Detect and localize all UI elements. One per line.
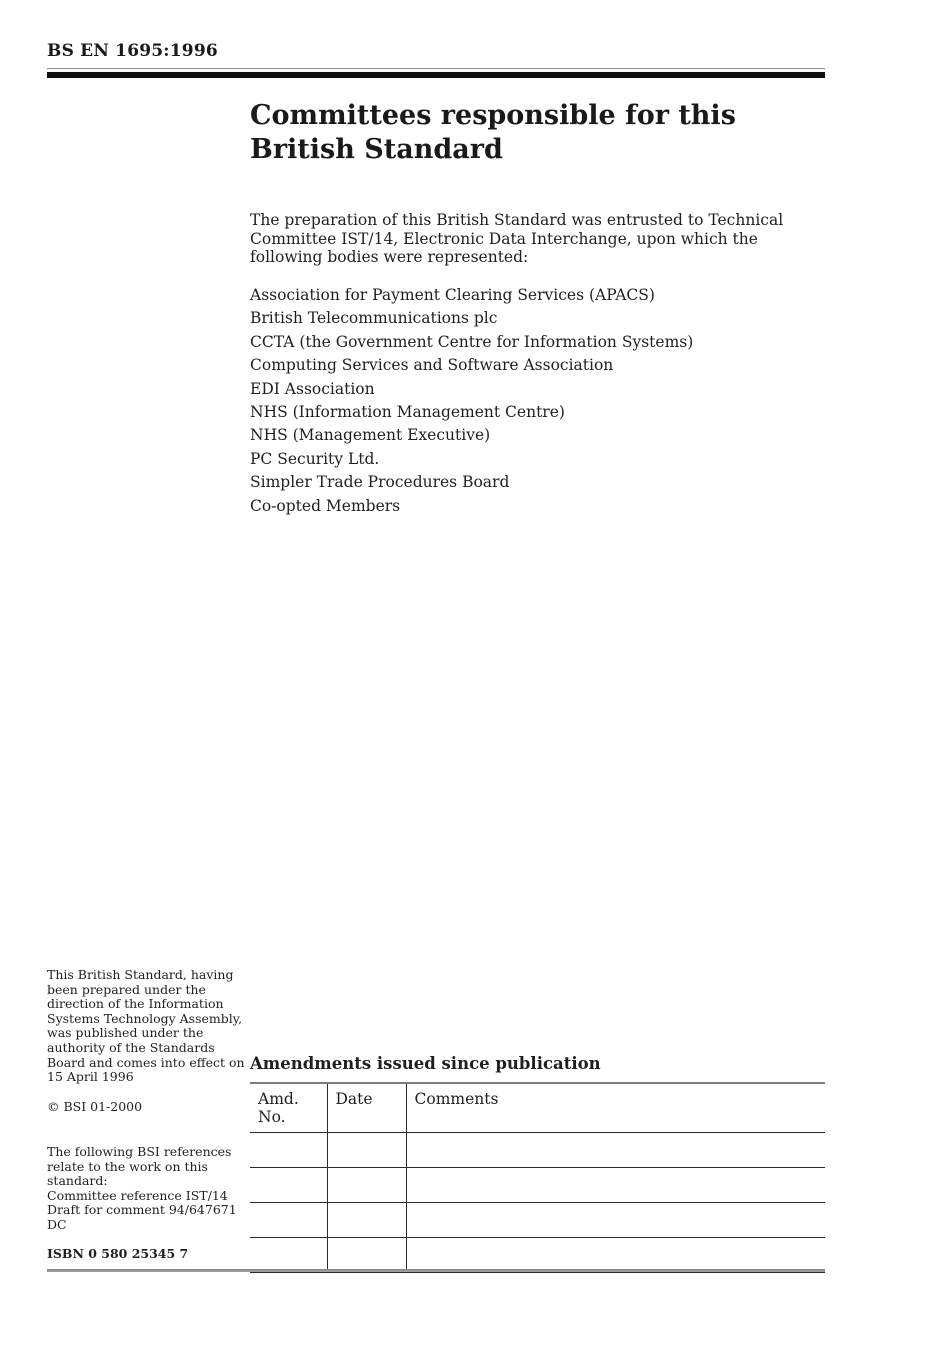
table-cell <box>327 1168 406 1203</box>
table-cell <box>406 1168 825 1203</box>
column-header: Amd. No. <box>250 1083 327 1133</box>
publication-note-line: direction of the Information <box>47 996 224 1012</box>
amendments-table-head <box>250 1083 825 1133</box>
bsi-reference-line: Draft for comment 94/647671 DC <box>47 1202 237 1232</box>
table-cell <box>250 1238 327 1273</box>
represented-body-item: Simpler Trade Procedures Board <box>250 473 510 492</box>
amendments-table <box>250 1082 825 1273</box>
represented-body-item: Computing Services and Software Association <box>250 356 614 375</box>
publication-note-line: Systems Technology Assembly, <box>47 1010 243 1026</box>
table-row <box>250 1238 825 1273</box>
publication-note-line: 15 April 1996 <box>47 1069 134 1085</box>
table-cell <box>327 1203 406 1238</box>
bsi-reference-line: Committee reference IST/14 <box>47 1187 228 1203</box>
publication-note-line: Board and comes into effect on <box>47 1054 245 1070</box>
bsi-reference-line: The following BSI references <box>47 1144 232 1159</box>
table-cell <box>406 1238 825 1273</box>
header-thin-rule <box>47 68 825 69</box>
table-cell <box>406 1203 825 1238</box>
publication-note-line: authority of the Standards <box>47 1039 215 1055</box>
page-title-line: Committees responsible for this <box>250 100 736 131</box>
bsi-references <box>47 1145 252 1233</box>
intro-paragraph: The preparation of this British Standard was entrusted to Technical Committee IST/14, Electronic Data Interchange, upon which the following bodies were represented: <box>250 211 784 266</box>
table-cell <box>250 1203 327 1238</box>
bsi-reference-line: relate to the work on this <box>47 1158 208 1174</box>
represented-body-item: Association for Payment Clearing Services (APACS) <box>250 286 655 304</box>
column-header: Date <box>327 1083 406 1133</box>
publication-note-line: was published under the <box>47 1025 204 1041</box>
table-row <box>250 1168 825 1203</box>
table-cell <box>406 1133 825 1168</box>
table-cell <box>250 1133 327 1168</box>
table-cell <box>327 1133 406 1168</box>
amendments-heading: Amendments issued since publication <box>250 1054 601 1073</box>
represented-body-item: CCTA (the Government Centre for Information Systems) <box>250 332 694 351</box>
footer-gray-rule <box>47 1269 825 1272</box>
table-row <box>250 1203 825 1238</box>
represented-body-item: British Telecommunications plc <box>250 309 498 328</box>
table-row <box>250 1133 825 1168</box>
page-title <box>250 99 850 167</box>
represented-body-item: NHS (Management Executive) <box>250 426 491 445</box>
represented-body-item: PC Security Ltd. <box>250 449 380 468</box>
bsi-reference-line: standard: <box>47 1173 108 1189</box>
table-cell <box>250 1168 327 1203</box>
represented-bodies-list <box>250 284 825 518</box>
table-cell <box>327 1238 406 1273</box>
publication-note-line: been prepared under the <box>47 981 206 997</box>
publication-note <box>47 968 247 1085</box>
column-header: Comments <box>406 1083 825 1133</box>
represented-body-item: NHS (Information Management Centre) <box>250 403 565 422</box>
publication-note-line: This British Standard, having <box>47 967 234 982</box>
represented-body-item: Co-opted Members <box>250 496 401 515</box>
amendments-header-row <box>250 1083 825 1133</box>
page-title-line: British Standard <box>250 134 503 165</box>
header-thick-rule <box>47 72 825 78</box>
copyright-notice: © BSI 01-2000 <box>47 1099 143 1114</box>
amendments-table-body <box>250 1133 825 1273</box>
standard-reference: BS EN 1695:1996 <box>47 41 218 61</box>
represented-body-item: EDI Association <box>250 379 375 398</box>
isbn-number: ISBN 0 580 25345 7 <box>47 1246 189 1261</box>
